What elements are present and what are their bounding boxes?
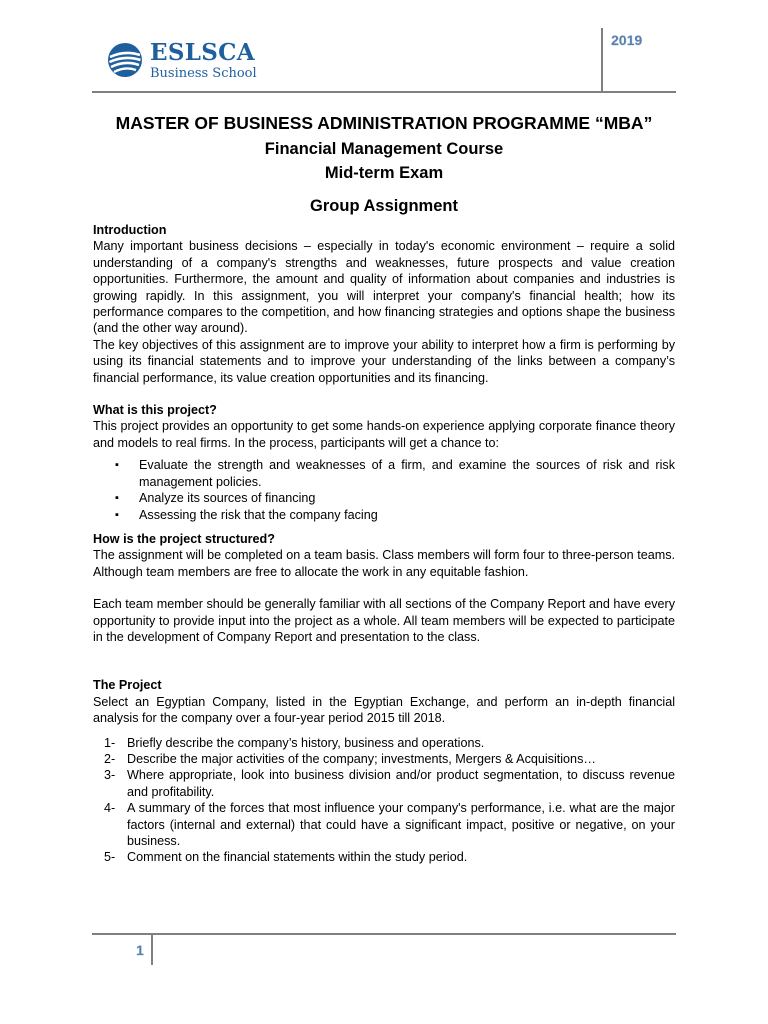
list-item: ▪ Assessing the risk that the company facing [93,507,675,523]
footer-divider [92,933,676,935]
course-title: Financial Management Course [264,140,504,158]
logo-name: ESLSCA [150,38,255,66]
eslsca-logo [107,40,257,80]
list-item-number: 5- [104,850,116,865]
list-item-text: Describe the major activities of the company; investments, Mergers & Acquisitions… [127,751,596,766]
logo-subtitle: Business School [150,65,257,81]
assignment-title: Group Assignment [310,197,458,215]
list-item [93,735,675,751]
how-paragraph-2: Each team member should be generally familiar with all sections of the Company Report and have every opportunity to provide input into the project as a whole. All team members will be expected to participate in the development of Company Report and presentation to the class. [93,597,675,644]
list-item-number: 1- [104,735,116,750]
project-numbered-list [93,735,675,866]
programme-title: MASTER OF BUSINESS ADMINISTRATION PROGRAMME “MBA” [115,113,653,133]
how-paragraph-1: The assignment will be completed on a team basis. Class members will form four to three-person teams. Although team members are free to allocate the work in any equitable fashion. [93,548,675,579]
intro-paragraph-2: The key objectives of this assignment are to improve your ability to interpret how a firm is performing by using its financial statements and to improve your understanding of the links between a company’s financial performance, its value creation opportunities and its financing. [93,337,675,385]
document-body [93,222,675,866]
page-number: 1 [136,942,144,958]
list-item-number: 3- [104,768,116,783]
logo-globe-icon [107,42,143,78]
list-item-number: 4- [104,801,116,816]
project-paragraph: Select an Egyptian Company, listed in the Egyptian Exchange, and perform an in-depth financial analysis for the company over a four-year period 2015 till 2018. [93,694,675,726]
footer-divider-vertical [151,935,153,965]
list-item: ▪ Evaluate the strength and weaknesses of a firm, and examine the sources of risk and risk management policies. [93,457,675,490]
project-heading: The Project [93,678,162,693]
what-bullet-list [93,457,675,523]
list-item: ▪ Analyze its sources of financing [93,490,675,506]
list-item-text: Comment on the financial statements within the study period. [127,850,468,865]
what-heading: What is this project? [93,403,217,418]
list-item [93,849,675,865]
list-item-number: 2- [104,751,116,766]
list-item-text: Where appropriate, look into business division and/or product segmentation, to discuss revenue and profitability. [127,768,675,799]
header-divider-vertical [601,28,603,92]
how-heading: How is the project structured? [93,531,275,546]
header-divider [92,91,676,93]
list-item [93,800,675,849]
intro-paragraph-1: Many important business decisions – especially in today's economic environment – require a solid understanding of a company's strengths and weaknesses, future prospects and value creation opportunities. Furthermore, the amount and quality of information about companies and industries is growing rapidly. In this assignment, you will interpret your company's financial health; how its performance compares to the competition, and how financing strategies and options shape the business (and the other way around). [93,239,675,336]
header-year: 2019 [611,32,643,48]
intro-heading: Introduction [93,223,167,237]
list-item [93,751,675,767]
exam-title: Mid-term Exam [324,164,444,182]
what-paragraph: This project provides an opportunity to get some hands-on experience applying corporate finance theory and models to real firms. In the process, participants will get a chance to: [93,419,675,450]
list-item-text: Briefly describe the company’s history, business and operations. [127,735,485,750]
list-item-text: A summary of the forces that most influence your company's performance, i.e. what are the major factors (internal and external) that could have a significant impact, positive or negative, on your business. [127,801,675,848]
list-item [93,767,675,800]
